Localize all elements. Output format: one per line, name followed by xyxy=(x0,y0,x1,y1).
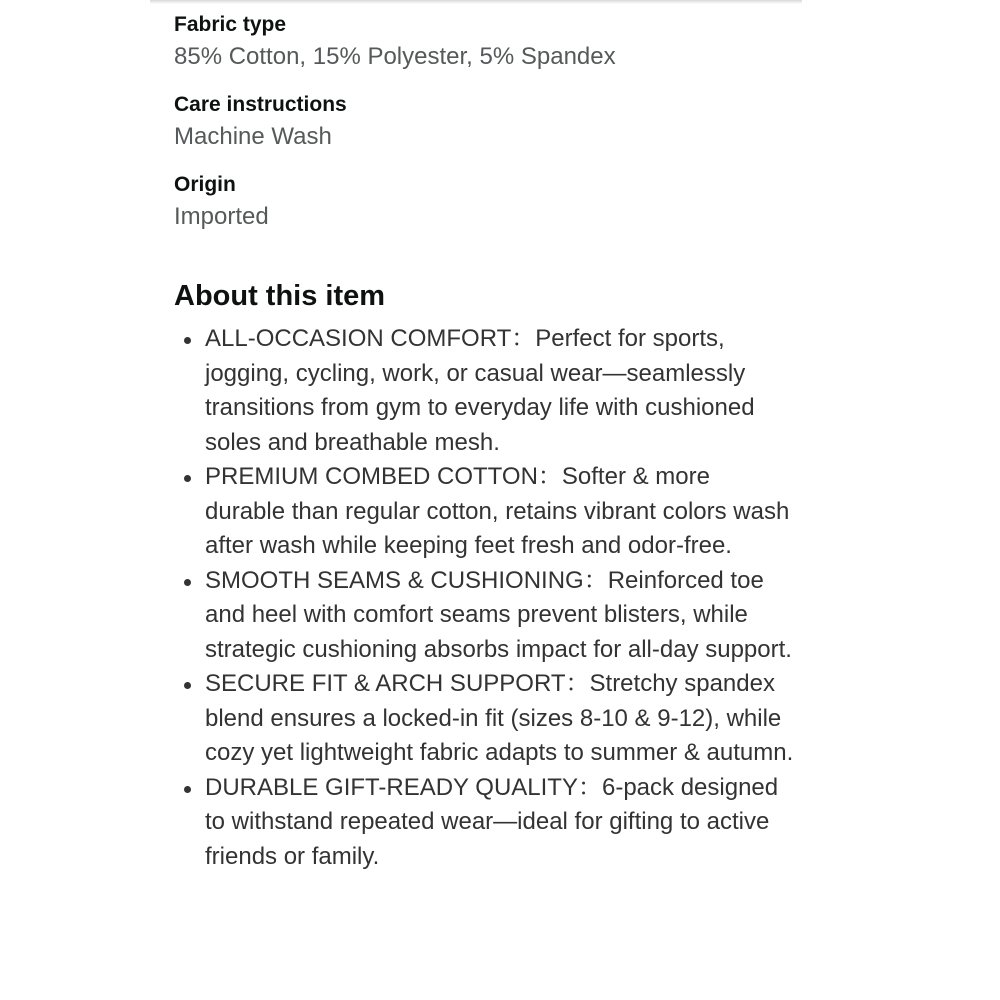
bullet-separator: ： xyxy=(577,773,602,801)
bullet-text: 6-pack designed to withstand repeated wear—ideal for gifting to active friends or family. xyxy=(205,773,779,870)
about-bullet xyxy=(174,460,794,564)
bullet-title: PREMIUM COMBED COTTON xyxy=(205,463,538,490)
about-bullet xyxy=(174,667,794,771)
bullet-separator: ： xyxy=(565,670,590,697)
about-heading: About this item xyxy=(174,280,386,312)
bullet-separator: ： xyxy=(511,325,536,352)
bullet-text: Softer & more durable than regular cotton, retains vibrant colors wash after wash while keeping feet fresh and odor-free. xyxy=(205,463,790,559)
about-bullet xyxy=(174,771,794,875)
bullet-dot-icon xyxy=(184,682,191,689)
bullet-dot-icon xyxy=(184,579,191,586)
bullet-dot-icon xyxy=(184,475,191,482)
spec-origin xyxy=(174,170,794,234)
spec-value: Machine Wash xyxy=(174,123,332,150)
bullet-text: Reinforced toe and heel with comfort seams prevent blisters, while strategic cushioning absorbs impact for all-day support. xyxy=(205,566,792,663)
spec-label: Care instructions xyxy=(174,93,347,116)
spec-care-instructions xyxy=(174,90,794,154)
spec-value: 85% Cotton, 15% Polyester, 5% Spandex xyxy=(174,43,616,70)
bullet-text: Perfect for sports, jogging, cycling, work, or casual wear—seamlessly transitions from gym to everyday life with cushioned soles and breathable mesh. xyxy=(205,325,755,456)
bullet-title: SECURE FIT & ARCH SUPPORT xyxy=(205,670,566,697)
bullet-dot-icon xyxy=(184,337,191,344)
about-bullet-list xyxy=(174,322,794,874)
bullet-title: DURABLE GIFT-READY QUALITY xyxy=(205,773,578,801)
bullet-dot-icon xyxy=(184,786,191,793)
bullet-title: SMOOTH SEAMS & CUSHIONING xyxy=(205,566,584,594)
bullet-separator: ： xyxy=(583,566,608,594)
top-card-shadow xyxy=(150,0,802,4)
product-details xyxy=(174,10,794,874)
spec-value: Imported xyxy=(174,203,269,230)
spec-label: Origin xyxy=(174,173,236,196)
bullet-separator: ： xyxy=(537,463,562,490)
bullet-title: ALL-OCCASION COMFORT xyxy=(205,325,512,352)
about-bullet xyxy=(174,322,794,460)
about-bullet xyxy=(174,564,794,668)
spec-fabric-type xyxy=(174,10,794,74)
bullet-text: Stretchy spandex blend ensures a locked-in fit (sizes 8-10 & 9-12), while cozy yet lightweight fabric adapts to summer & autumn. xyxy=(205,670,794,766)
spec-label: Fabric type xyxy=(174,13,287,36)
